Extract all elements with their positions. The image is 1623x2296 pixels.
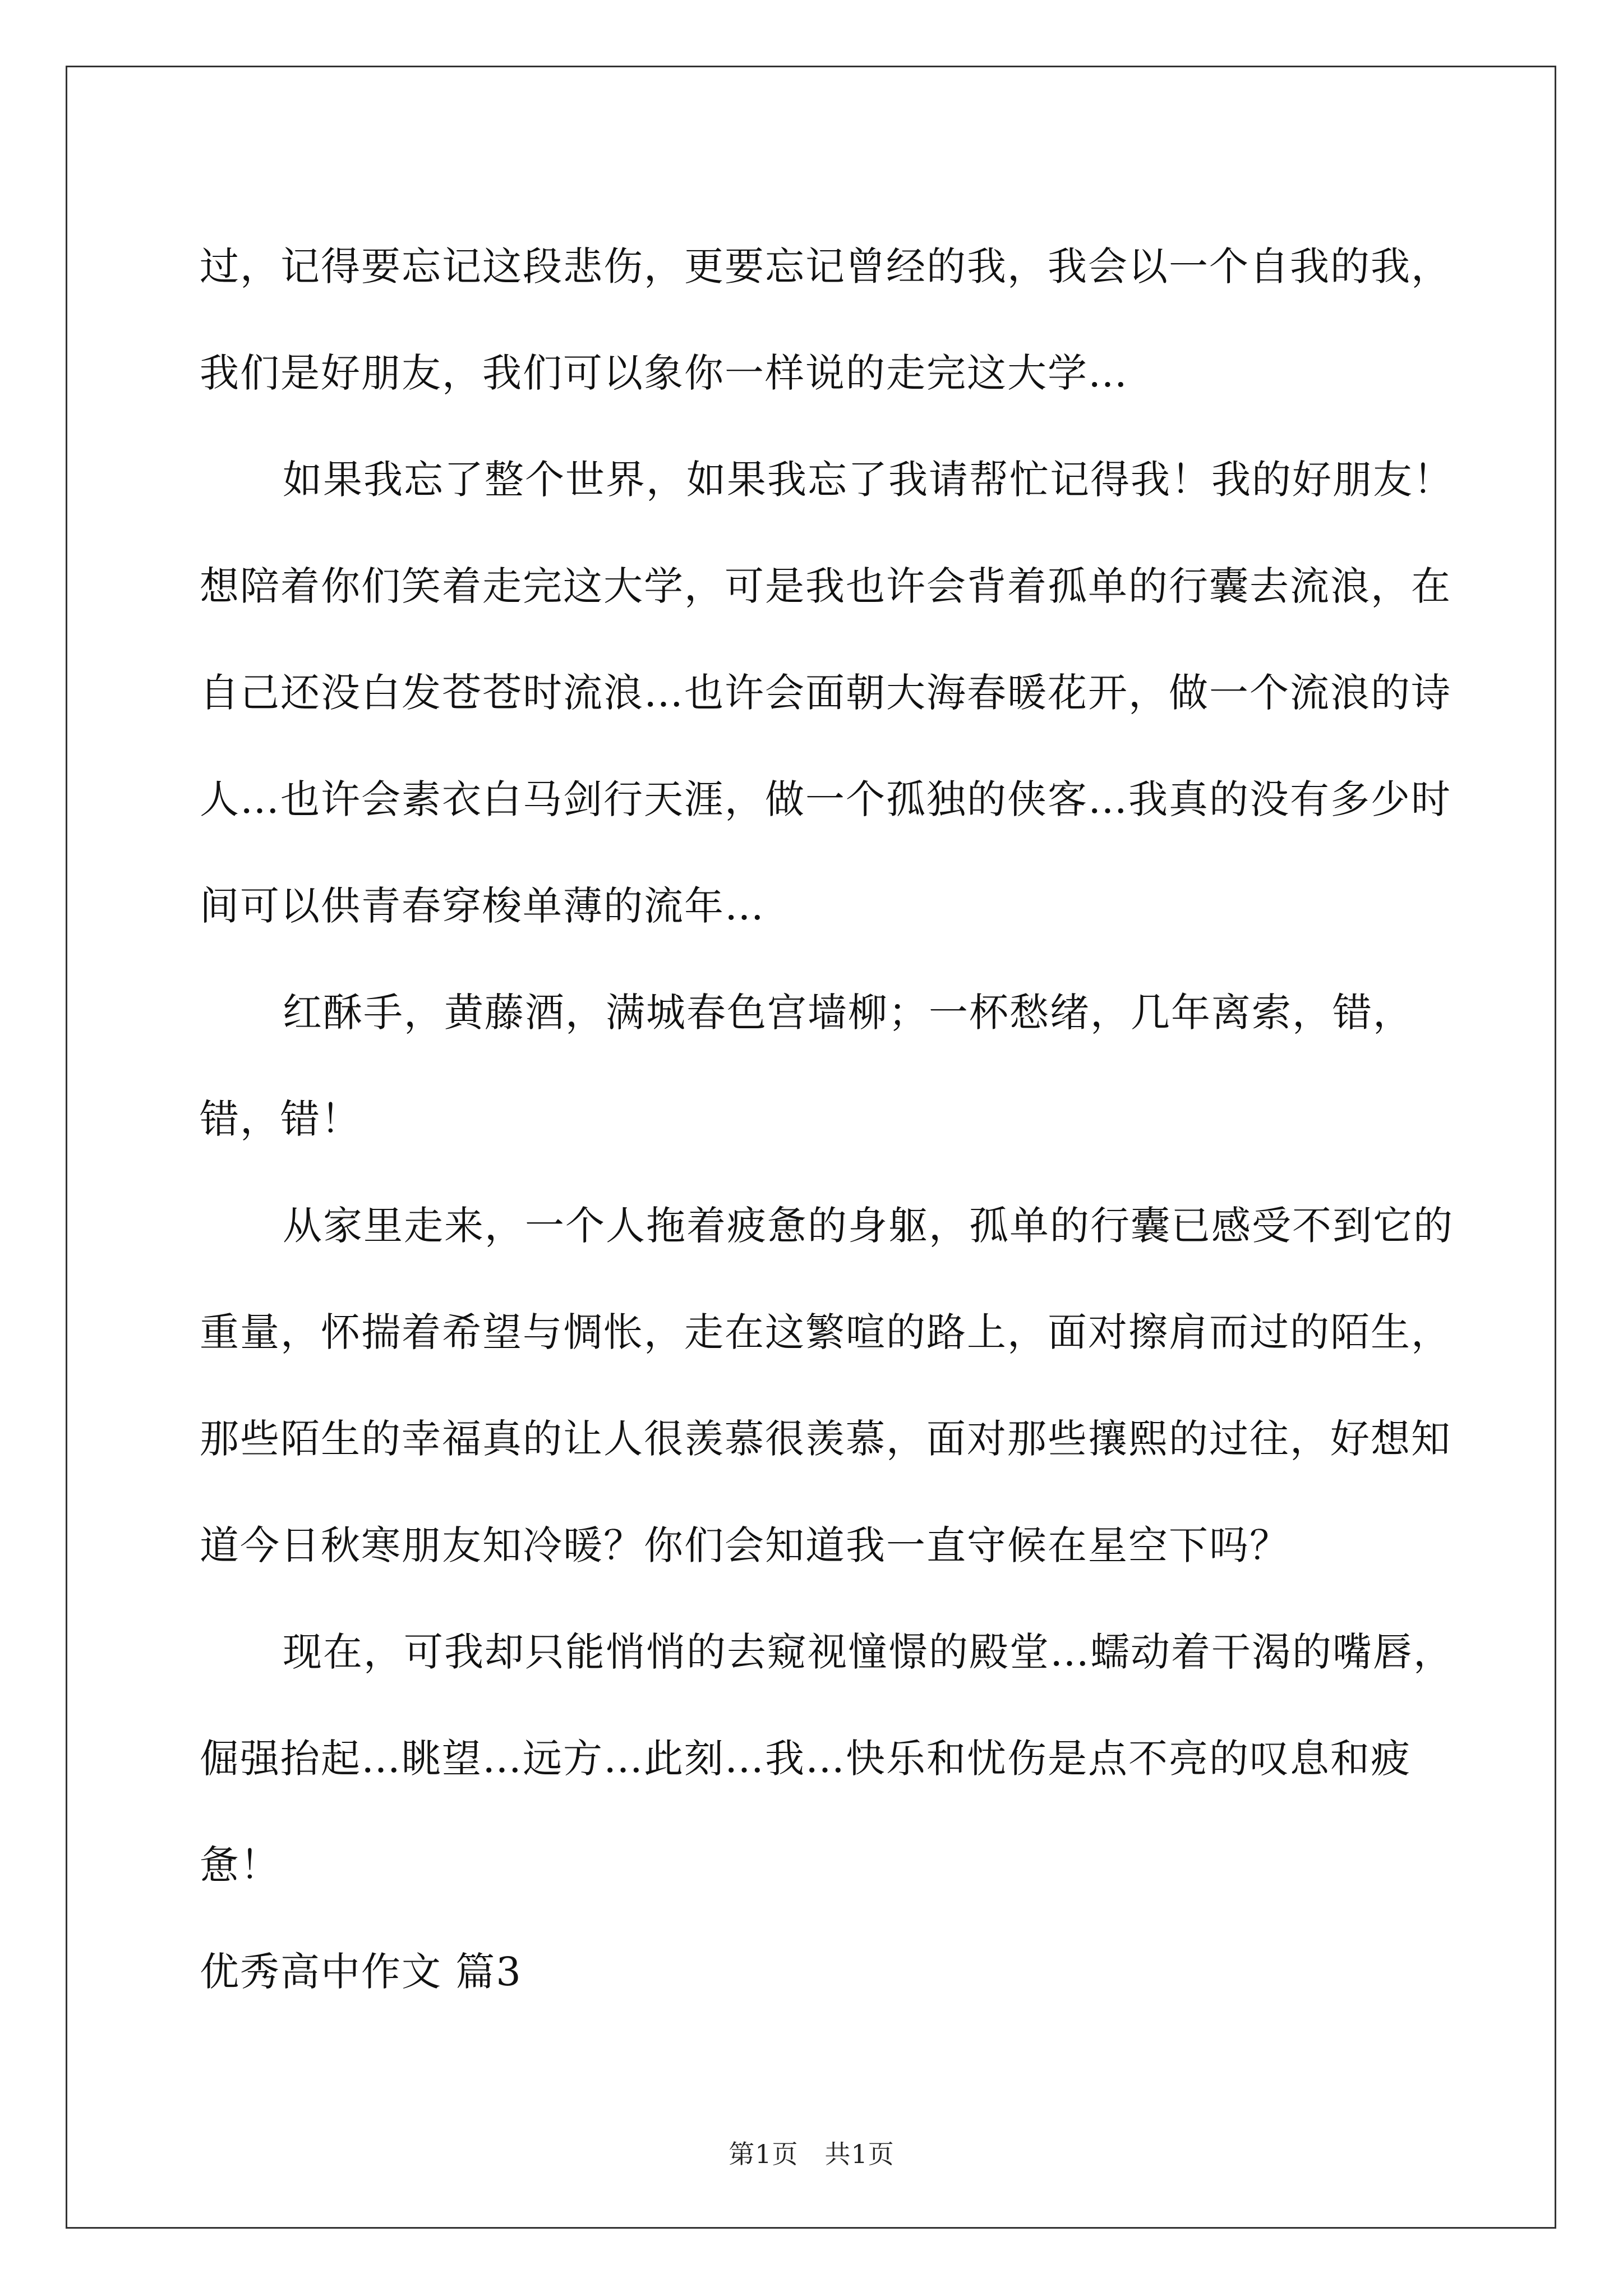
document-body [200, 213, 1467, 2025]
section-heading: 优秀高中作文 篇3 [200, 1949, 522, 1995]
paragraph-2: 如果我忘了整个世界，如果我忘了我请帮忙记得我！我的好朋友！想陪着你们笑着走完这大学，可是我也许会背着孤单的行囊去流浪，在自己还没白发苍苍时流浪…也许会面朝大海春暖花开，做一个流浪的诗人…也许会素衣白马剑行天涯，做一个孤独的侠客…我真的没有多少时间可以供青春穿梭单薄的流年… [200, 457, 1454, 929]
paragraph-5: 现在，可我却只能悄悄的去窥视憧憬的殿堂…蠕动着干渴的嘴唇，倔强抬起…眺望…远方…此刻…我…快乐和忧伤是点不亮的叹息和疲惫！ [200, 1629, 1454, 1888]
page-footer: 第1页 共1页 [728, 2139, 895, 2169]
paragraph-3: 红酥手，黄藤酒，满城春色宫墙柳；一杯愁绪，几年离索，错，错，错！ [200, 990, 1413, 1142]
paragraph-1: 过，记得要忘记这段悲伤，更要忘记曾经的我，我会以一个自我的我，我们是好朋友，我们可以象你一样说的走完这大学… [200, 243, 1451, 396]
paragraph-4: 从家里走来，一个人拖着疲惫的身躯，孤单的行囊已感受不到它的重量，怀揣着希望与惆怅，走在这繁喧的路上，面对擦肩而过的陌生，那些陌生的幸福真的让人很羡慕很羡慕，面对那些攘熙的过往，好想知道今日秋寒朋友知冷暖？你们会知道我一直守候在星空下吗？ [200, 1203, 1454, 1568]
